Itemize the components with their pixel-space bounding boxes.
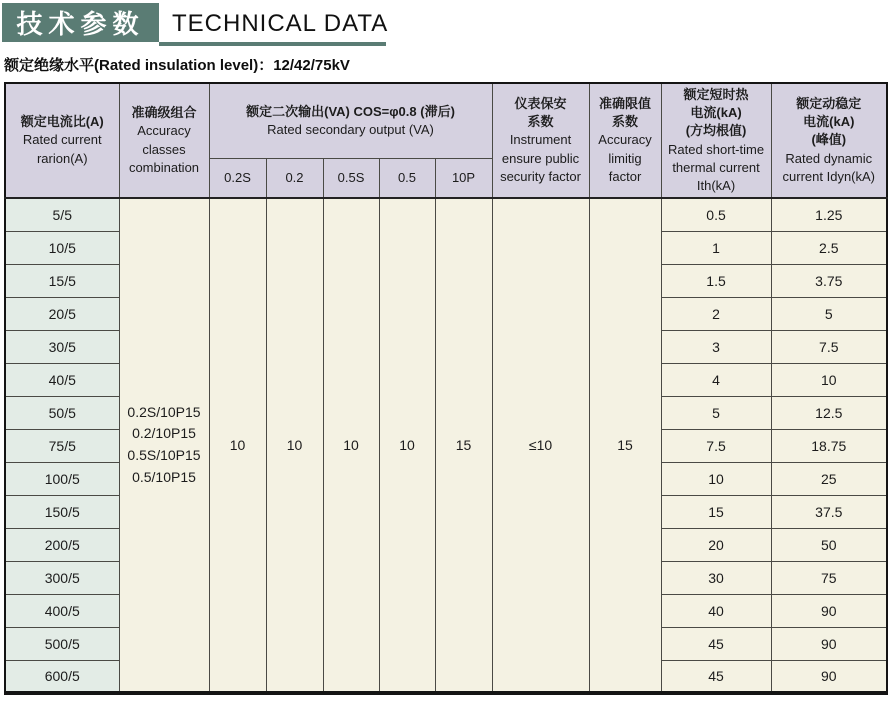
output-value-0-2s-cell: 10 bbox=[209, 198, 266, 693]
thermal-current-cell: 40 bbox=[661, 594, 771, 627]
dynamic-current-cell: 25 bbox=[771, 462, 887, 495]
accuracy-combination-line: 0.5/10P15 bbox=[132, 468, 196, 485]
header-en-text: Accuracy classes combination bbox=[128, 123, 200, 175]
header-zh-text: 电流(kA) bbox=[690, 105, 742, 121]
thermal-current-cell: 20 bbox=[661, 528, 771, 561]
page-title-zh: 技术参数 bbox=[16, 9, 145, 39]
accuracy-combination-line: 0.2S/10P15 bbox=[127, 403, 201, 420]
thermal-current-cell: 10 bbox=[661, 462, 771, 495]
col-header-rated-secondary-output bbox=[209, 83, 492, 158]
thermal-current-cell: 1 bbox=[661, 231, 771, 264]
thermal-current-cell: 45 bbox=[661, 627, 771, 660]
instrument-security-factor-cell: ≤10 bbox=[492, 198, 589, 693]
header-zh-text: (峰值) bbox=[811, 132, 847, 148]
thermal-current-cell: 3 bbox=[661, 330, 771, 363]
ratio-cell: 75/5 bbox=[5, 429, 119, 462]
col-header-instrument-security-factor bbox=[492, 83, 589, 198]
ratio-cell: 100/5 bbox=[5, 462, 119, 495]
thermal-current-cell: 0.5 bbox=[661, 198, 771, 231]
header-zh-text: 准确级组合 bbox=[131, 105, 197, 121]
thermal-current-cell: 7.5 bbox=[661, 429, 771, 462]
subcol-header-0-2s: 0.2S bbox=[209, 158, 266, 198]
dynamic-current-cell: 90 bbox=[771, 660, 887, 693]
header-zh-text: 额定二次输出(VA) COS=φ0.8 (滞后) bbox=[246, 103, 455, 119]
output-value-10p-cell: 15 bbox=[435, 198, 492, 693]
title-badge bbox=[2, 3, 159, 42]
ratio-cell: 500/5 bbox=[5, 627, 119, 660]
dynamic-current-cell: 90 bbox=[771, 627, 887, 660]
output-value-0-5-cell: 10 bbox=[379, 198, 435, 693]
header-en-text: Rated short-time thermal current Ith(kA) bbox=[667, 141, 765, 193]
header-en-text: Accuracy limitig factor bbox=[598, 132, 652, 184]
page-header bbox=[0, 0, 890, 46]
dynamic-current-cell: 5 bbox=[771, 297, 887, 330]
header-zh-text: 准确限值 bbox=[599, 96, 652, 112]
subcol-header-10p: 10P bbox=[435, 158, 492, 198]
thermal-current-cell: 5 bbox=[661, 396, 771, 429]
dynamic-current-cell: 12.5 bbox=[771, 396, 887, 429]
header-en-text: Rated secondary output (VA) bbox=[267, 121, 434, 137]
ratio-cell: 15/5 bbox=[5, 264, 119, 297]
col-header-rated-current-ratio bbox=[5, 83, 119, 198]
ratio-cell: 30/5 bbox=[5, 330, 119, 363]
dynamic-current-cell: 1.25 bbox=[771, 198, 887, 231]
output-value-0-5s-cell: 10 bbox=[323, 198, 379, 693]
header-zh-text: 额定短时热 bbox=[683, 86, 749, 102]
thermal-current-cell: 2 bbox=[661, 297, 771, 330]
col-header-rated-short-time-thermal-current bbox=[661, 83, 771, 198]
header-en-text: Rated dynamic current Idyn(kA) bbox=[782, 150, 876, 184]
header-zh-text: 额定动稳定 bbox=[796, 96, 862, 112]
accuracy-combination-line: 0.2/10P15 bbox=[132, 425, 196, 442]
header-en-text: Rated current rarion(A) bbox=[22, 132, 102, 166]
accuracy-combination-line: 0.5S/10P15 bbox=[127, 447, 201, 463]
rated-insulation-level: 额定绝缘水平(Rated insulation level)：12/42/75kV bbox=[4, 57, 350, 74]
header-zh-text: (方均根值) bbox=[685, 123, 747, 139]
col-header-accuracy-limit-factor bbox=[589, 83, 661, 198]
thermal-current-cell: 15 bbox=[661, 495, 771, 528]
ratio-cell: 5/5 bbox=[5, 198, 119, 231]
dynamic-current-cell: 7.5 bbox=[771, 330, 887, 363]
ratio-cell: 50/5 bbox=[5, 396, 119, 429]
ratio-cell: 40/5 bbox=[5, 363, 119, 396]
thermal-current-cell: 1.5 bbox=[661, 264, 771, 297]
dynamic-current-cell: 90 bbox=[771, 594, 887, 627]
accuracy-combination-cell bbox=[119, 198, 209, 693]
page-title-en: TECHNICAL DATA bbox=[172, 10, 389, 37]
header-zh-text: 电流(kA) bbox=[803, 114, 855, 130]
header-zh-text: 系数 bbox=[612, 114, 639, 130]
ratio-cell: 10/5 bbox=[5, 231, 119, 264]
dynamic-current-cell: 18.75 bbox=[771, 429, 887, 462]
title-underline bbox=[159, 42, 386, 46]
ratio-cell: 600/5 bbox=[5, 660, 119, 693]
col-header-accuracy-classes bbox=[119, 83, 209, 198]
col-header-rated-dynamic-current bbox=[771, 83, 887, 198]
subcol-header-0-2: 0.2 bbox=[266, 158, 323, 198]
ratio-cell: 200/5 bbox=[5, 528, 119, 561]
ratio-cell: 400/5 bbox=[5, 594, 119, 627]
header-zh-text: 系数 bbox=[527, 114, 554, 130]
thermal-current-cell: 4 bbox=[661, 363, 771, 396]
accuracy-limit-factor-cell: 15 bbox=[589, 198, 661, 693]
dynamic-current-cell: 37.5 bbox=[771, 495, 887, 528]
subcol-header-0-5: 0.5 bbox=[379, 158, 435, 198]
ratio-cell: 300/5 bbox=[5, 561, 119, 594]
header-en-text: Instrument ensure public security factor bbox=[500, 132, 581, 184]
thermal-current-cell: 30 bbox=[661, 561, 771, 594]
dynamic-current-cell: 2.5 bbox=[771, 231, 887, 264]
dynamic-current-cell: 10 bbox=[771, 363, 887, 396]
subcol-header-0-5s: 0.5S bbox=[323, 158, 379, 198]
thermal-current-cell: 45 bbox=[661, 660, 771, 693]
header-zh-text: 仪表保安 bbox=[514, 96, 567, 112]
dynamic-current-cell: 75 bbox=[771, 561, 887, 594]
technical-data-table bbox=[4, 82, 888, 695]
ratio-cell: 20/5 bbox=[5, 297, 119, 330]
dynamic-current-cell: 50 bbox=[771, 528, 887, 561]
output-value-0-2-cell: 10 bbox=[266, 198, 323, 693]
header-zh-text: 额定电流比(A) bbox=[20, 114, 104, 130]
ratio-cell: 150/5 bbox=[5, 495, 119, 528]
dynamic-current-cell: 3.75 bbox=[771, 264, 887, 297]
table-row bbox=[5, 198, 887, 231]
